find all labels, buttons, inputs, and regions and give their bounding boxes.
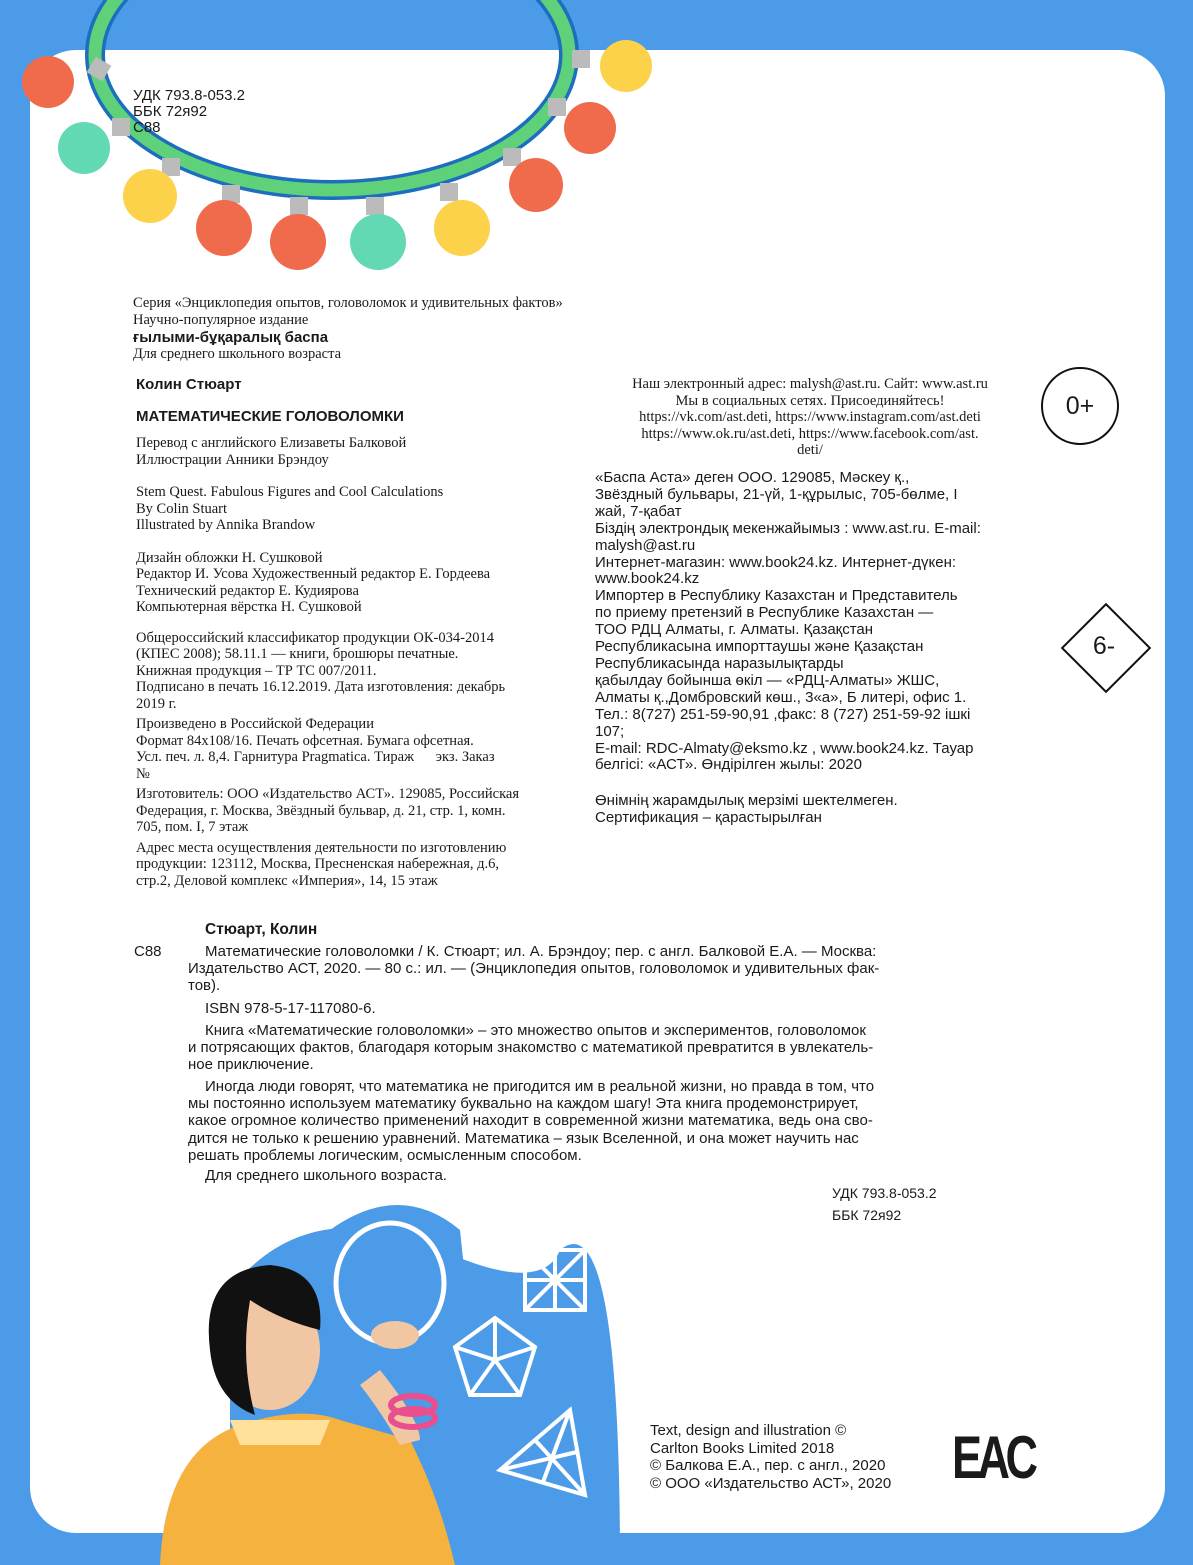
illustrator-line: Иллюстрации Анники Брэндоу <box>136 451 329 468</box>
author-name: Колин Стюарт <box>136 376 242 393</box>
age-rating-6-text: 6- <box>1092 631 1116 660</box>
bulb-icon <box>503 148 563 212</box>
kz-line: жай, 7-қабат <box>595 502 682 520</box>
author-sign: С88 <box>133 119 161 136</box>
staff-line: Дизайн обложки Н. Сушковой <box>136 549 323 566</box>
copyright-line: Text, design and illustration © <box>650 1422 847 1439</box>
left-column <box>136 376 566 889</box>
certification-line: Сертификация – қарастырылған <box>595 809 822 826</box>
annotation-paragraph-2 <box>188 1078 874 1164</box>
edition-ru: Научно-популярное издание <box>133 312 309 328</box>
kz-line: Интернет-магазин: www.book24.kz. Интернет-дүкен: <box>595 553 957 571</box>
para-line: Книга «Математические головоломки» – это множество опытов и экспериментов, головоломок <box>205 1022 866 1039</box>
top-classification-codes <box>133 88 245 136</box>
credits-block <box>136 435 566 468</box>
para-line: какое огромное количество применений находит в современной жизни математика, ведь она сво- <box>188 1112 873 1130</box>
original-illustrator: Illustrated by Annika Brandow <box>136 517 316 533</box>
age-rating-0-text: 0+ <box>1065 391 1095 420</box>
prod-line: Формат 84х108/16. Печать офсетная. Бумага офсетная. <box>136 732 474 749</box>
biblio-udk: УДК 793.8-053.2 <box>832 1185 937 1201</box>
prod-line: Произведено в Российской Федерации <box>136 716 374 732</box>
bulb-icon <box>350 197 406 270</box>
kz-line: ТОО РДЦ Алматы, г. Алматы. Қазақстан <box>595 621 874 639</box>
certification-block <box>595 792 898 826</box>
tech-line: 2019 г. <box>136 695 177 712</box>
series-block <box>133 295 563 363</box>
age-line: Для среднего школьного возраста <box>133 346 342 362</box>
maker-line: 705, пом. I, 7 этаж <box>136 819 249 835</box>
email-site-line: Наш электронный адрес: malysh@ast.ru. Сайт: www.ast.ru <box>632 376 988 392</box>
entry-line: Издательство АСТ, 2020. — 80 с.: ил. — (Энциклопедия опытов, головоломок и удивительных фак- <box>188 960 880 978</box>
maker-line: Федерация, г. Москва, Звёздный бульвар, д. 21, стр. 1, комн. <box>136 802 506 819</box>
kz-line: Звёздный бульвары, 21-үй, 1-құрылыс, 705-бөлме, I <box>595 485 958 503</box>
social-link: https://www.ok.ru/ast.deti, https://www.facebook.com/ast. <box>641 425 979 442</box>
biblio-bbk: ББК 72я92 <box>832 1207 902 1223</box>
kz-line: Импортер в Республику Казахстан и Представитель <box>595 587 958 605</box>
kz-line: «Баспа Аста» деген ООО. 129085, Мәскеу қ., <box>595 469 910 486</box>
series-line: Серия «Энциклопедия опытов, головоломок и удивительных фактов» <box>133 295 563 311</box>
original-title: Stem Quest. Fabulous Figures and Cool Calculations <box>136 484 444 500</box>
bulb-icon <box>123 158 180 223</box>
kazakhstan-info-block <box>595 470 981 774</box>
prod-line: № <box>136 765 150 782</box>
kz-line: белгісі: «АСТ». Өндірілген жылы: 2020 <box>595 756 862 774</box>
annotation-paragraph-1 <box>188 1022 873 1074</box>
address-line: Адрес места осуществления деятельности по изготовлению <box>136 839 507 856</box>
para-line: и потрясающих фактов, благодаря которым знакомство с математикой превратится в увлекатель- <box>188 1039 874 1057</box>
bulb-icon <box>572 40 652 92</box>
kz-line: по приему претензий в Республике Казахстан — <box>595 604 934 622</box>
biblio-age: Для среднего школьного возраста. <box>205 1167 447 1184</box>
maker-line: Изготовитель: ООО «Издательство АСТ». 129085, Российская <box>136 786 520 802</box>
kz-line: қабылдау бойынша өкіл — «РДЦ-Алматы» ЖШС, <box>595 671 940 689</box>
biblio-code: С88 <box>134 943 162 960</box>
biblio-author: Стюарт, Колин <box>205 921 318 938</box>
translator-line: Перевод с английского Елизаветы Балковой <box>136 435 407 451</box>
edition-kz: ғылыми-бұқаралық баспа <box>133 329 329 346</box>
entry-line: Математические головоломки / К. Стюарт; ил. А. Брэндоу; пер. с англ. Балковой Е.А. — Москва: <box>205 943 877 960</box>
copyright-line: Carlton Books Limited 2018 <box>650 1439 835 1457</box>
kz-line: Алматы қ.,Домбровский көш., 3«а», Б литері, офис 1. <box>595 688 967 706</box>
copyright-block <box>650 1422 891 1492</box>
para-line: мы постоянно используем математику буквально на каждом шагу! Эта книга продемонстрирует, <box>188 1095 859 1113</box>
bulb-icon <box>548 98 616 154</box>
para-line: решать проблемы логическим, осмысленным способом. <box>188 1146 582 1164</box>
biblio-entry <box>188 943 879 995</box>
social-link: deti/ <box>797 442 823 458</box>
bulb-icon <box>270 197 326 270</box>
copyright-line: © Балкова Е.А., пер. с англ., 2020 <box>650 1457 886 1474</box>
staff-block <box>136 550 566 616</box>
kz-line: E-mail: RDC-Almaty@eksmo.kz , www.book24.kz. Тауар <box>595 739 974 757</box>
isbn: ISBN 978-5-17-117080-6. <box>205 1000 376 1017</box>
tech-line: Общероссийский классификатор продукции ОК-034-2014 <box>136 629 494 646</box>
para-line: дится не только к решению уравнений. Математика – язык Вселенной, и она может научить нас <box>188 1129 859 1147</box>
girl-drawing-shapes-illustration <box>160 1205 620 1565</box>
social-line: Мы в социальных сетях. Присоединяйтесь! <box>675 392 945 409</box>
tech-line: Книжная продукция – ТР ТС 007/2011. <box>136 662 377 679</box>
kz-line: Тел.: 8(727) 251-59-90,91 ,факс: 8 (727) 251-59-92 ішкі <box>595 705 971 723</box>
tech-line: Подписано в печать 16.12.2019. Дата изготовления: декабрь <box>136 679 506 695</box>
shelf-life-line: Өнімнің жарамдылық мерзімі шектелмеген. <box>595 792 898 809</box>
manufacturer-block <box>136 786 566 836</box>
kz-line: 107; <box>595 722 625 740</box>
age-rating-0-badge <box>1041 367 1119 445</box>
bulb-icon <box>196 185 252 256</box>
tech-line: (КПЕС 2008); 58.11.1 — книги, брошюры печатные. <box>136 646 459 662</box>
original-title-block <box>136 484 566 534</box>
original-author: By Colin Stuart <box>136 500 228 517</box>
technical-block <box>136 630 566 713</box>
eac-mark-icon: EAC <box>952 1424 1034 1491</box>
copyright-line: © ООО «Издательство АСТ», 2020 <box>650 1474 892 1492</box>
kz-line: malysh@ast.ru <box>595 536 696 554</box>
kz-line: Республикасында наразылықтарды <box>595 654 844 672</box>
bulb-icon <box>434 183 490 256</box>
production-block <box>136 716 566 782</box>
staff-line: Компьютерная вёрстка Н. Сушковой <box>136 599 362 615</box>
kz-line: Республикасына импорттаушы және Қазақстан <box>595 638 924 656</box>
web-contacts-block <box>590 376 1030 459</box>
book-title: МАТЕМАТИЧЕСКИЕ ГОЛОВОЛОМКИ <box>136 408 404 425</box>
address-line: продукции: 123112, Москва, Пресненская набережная, д.6, <box>136 856 500 872</box>
age-rating-6-badge <box>1062 604 1146 688</box>
bbk-code: ББК 72я92 <box>133 103 208 120</box>
production-address-block <box>136 840 566 890</box>
social-link: https://vk.com/ast.deti, https://www.instagram.com/ast.deti <box>639 409 981 425</box>
kz-line: Біздің электрондық мекенжайымыз : www.ast.ru. E-mail: <box>595 519 981 537</box>
entry-line: тов). <box>188 977 221 995</box>
para-line: Иногда люди говорят, что математика не пригодится им в реальной жизни, но правда в том, что <box>205 1078 875 1095</box>
staff-line: Редактор И. Усова Художественный редактор Е. Гордеева <box>136 566 491 582</box>
bulb-icon <box>58 118 130 174</box>
garland-illustration <box>22 0 652 270</box>
address-line: стр.2, Деловой комплекс «Империя», 14, 15 этаж <box>136 872 438 889</box>
udk-code: УДК 793.8-053.2 <box>133 87 245 104</box>
para-line: ное приключение. <box>188 1056 314 1074</box>
kz-line: www.book24.kz <box>595 570 700 588</box>
prod-line: Усл. печ. л. 8,4. Гарнитура Pragmatica. Тираж экз. Заказ <box>136 749 495 765</box>
staff-line: Технический редактор Е. Кудиярова <box>136 582 359 599</box>
